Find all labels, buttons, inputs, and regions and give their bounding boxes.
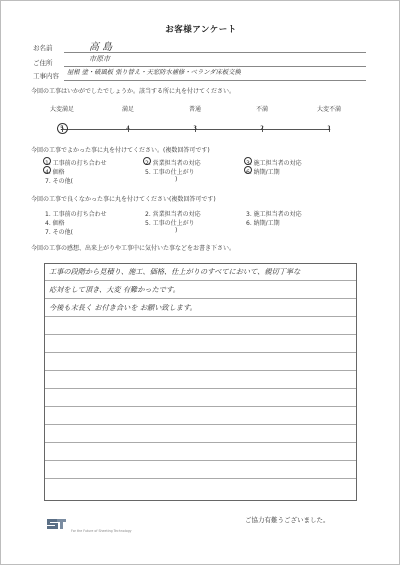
- q2-option-7[interactable]: 7. その他(: [45, 178, 73, 185]
- name-label: お名前: [33, 44, 53, 52]
- comment-rule: [45, 370, 356, 371]
- q3-option-2[interactable]: 2. 営業担当者の対応: [145, 211, 201, 218]
- comment-rule: [45, 388, 356, 389]
- work-value: 屋根 塗・破風板 張り替え・天窓防水補修・ベランダ床板交換: [67, 69, 241, 76]
- name-underline: [64, 52, 366, 53]
- comment-line-1: 工事の段階から見積り、施工、価格、仕上がりのすべてにおいて、親切丁寧な: [49, 267, 301, 276]
- comment-rule: [45, 478, 356, 479]
- q3-paren-close: ): [175, 227, 178, 234]
- comment-rule: [45, 424, 356, 425]
- comment-line-2: 応対をして頂き、大変 有難かったです。: [49, 285, 180, 294]
- q2-text: 今回の工事でよかった事に丸を付けてください。(複数回答可です): [31, 147, 210, 154]
- scale-label-1: 大変不満: [316, 106, 342, 113]
- comment-rule: [45, 298, 356, 299]
- work-label: 工事内容: [33, 72, 59, 80]
- q2-option-3[interactable]: 3. 施工担当者の対応: [246, 160, 302, 167]
- scale-num-3[interactable]: 3: [193, 125, 197, 132]
- q3-option-1[interactable]: 1. 工事前の打ち合わせ: [45, 211, 107, 218]
- q3-text: 今回の工事で良くなかった事に丸を付けてください(複数回答可です): [31, 196, 216, 203]
- thanks-text: ご協力有難うございました。: [245, 516, 330, 524]
- q3-option-5[interactable]: 5. 工事の仕上がり: [145, 220, 195, 227]
- address-label: ご住所: [33, 59, 53, 67]
- comment-rule: [45, 334, 356, 335]
- comment-rule: [45, 442, 356, 443]
- comment-box[interactable]: [44, 263, 357, 501]
- page-title: お客様アンケート: [165, 25, 237, 35]
- q3-option-3[interactable]: 3. 施工担当者の対応: [246, 211, 302, 218]
- name-value: 高 島: [89, 42, 113, 53]
- scale-label-5: 大変満足: [49, 106, 75, 113]
- scale-label-2: 不満: [255, 106, 269, 113]
- q3-option-7[interactable]: 7. その他(: [45, 229, 73, 236]
- logo-tagline: For the Future of Sheeting Technology: [71, 529, 132, 533]
- company-logo-icon: [45, 516, 67, 532]
- comment-rule: [45, 280, 356, 281]
- q2-paren-close: ): [175, 176, 178, 183]
- scale-num-4[interactable]: 4: [126, 125, 130, 132]
- address-value: 市原市: [89, 55, 110, 63]
- q2-option-4[interactable]: 4. 価格: [45, 169, 65, 176]
- q2-option-5[interactable]: 5. 工事の仕上がり: [145, 169, 195, 176]
- scale-label-4: 満足: [121, 106, 135, 113]
- scale-num-1[interactable]: 1: [327, 125, 331, 132]
- q4-text: 今回の工事の感想、出来上がりや工事中に気付いた事などをお書き下さい。: [31, 245, 236, 252]
- work-underline: [64, 80, 366, 81]
- scale-num-5[interactable]: 5: [60, 125, 64, 132]
- q2-option-1[interactable]: 1. 工事前の打ち合わせ: [45, 160, 107, 167]
- scale-num-2[interactable]: 2: [260, 125, 264, 132]
- q2-option-2[interactable]: 2. 営業担当者の対応: [145, 160, 201, 167]
- comment-rule: [45, 406, 356, 407]
- comment-rule: [45, 316, 356, 317]
- scale-label-3: 普通: [188, 106, 202, 113]
- q3-option-4[interactable]: 4. 価格: [45, 220, 65, 227]
- comment-line-3: 今後も末長く お付き合いを お願い致します。: [49, 303, 197, 312]
- q1-text: 今回の工事はいかがでしたでしょうか。該当する所に丸を付けてください。: [31, 88, 236, 95]
- q3-option-6[interactable]: 6. 納期/工期: [246, 220, 280, 227]
- comment-rule: [45, 352, 356, 353]
- comment-rule: [45, 460, 356, 461]
- q2-option-6[interactable]: 6. 納期/工期: [246, 169, 280, 176]
